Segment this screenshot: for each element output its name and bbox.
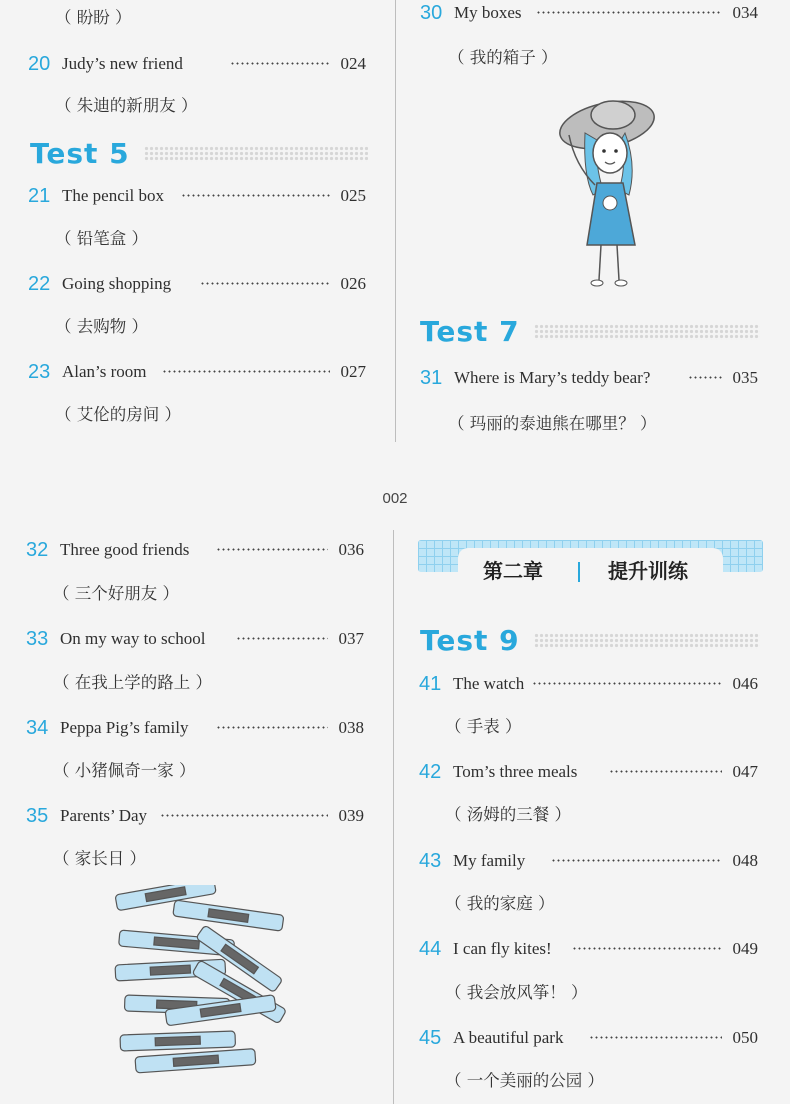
entry-title: I can fly kites!	[453, 939, 552, 958]
test-9-heading	[420, 624, 760, 660]
toc-entry-33-chinese: （ 在我上学的路上 ）	[53, 673, 212, 692]
toc-entry-44[interactable]	[419, 936, 758, 966]
leader-dots	[536, 11, 722, 14]
toc-entry-45-chinese: （ 一个美丽的公园 ）	[445, 1071, 604, 1090]
entry-number: 41	[419, 673, 442, 695]
test-5-heading	[30, 137, 368, 173]
crayons-pile-illustration	[105, 885, 310, 1085]
entry-number: 30	[420, 2, 443, 24]
entry-page: 035	[732, 368, 758, 387]
leader-dots	[572, 947, 722, 950]
toc-entry-42[interactable]	[419, 759, 758, 789]
leader-dots	[160, 814, 328, 817]
entry-title: Judy’s new friend	[62, 54, 183, 73]
entry-title: My family	[453, 851, 526, 870]
entry-number: 42	[419, 761, 442, 783]
toc-entry-20-chinese: （ 朱迪的新朋友 ）	[55, 96, 198, 115]
chapter-separator	[578, 562, 580, 582]
entry-page: 036	[338, 540, 364, 559]
toc-entry-31[interactable]	[420, 365, 758, 395]
toc-entry-43-chinese: （ 我的家庭 ）	[445, 894, 555, 913]
entry-page: 048	[732, 851, 758, 870]
entry-number: 34	[26, 717, 49, 739]
entry-number: 35	[26, 805, 49, 827]
entry-title: The watch	[453, 674, 525, 693]
chapter-number: 第二章	[483, 559, 543, 583]
leader-dots	[181, 194, 330, 197]
entry-page: 050	[732, 1028, 758, 1047]
entry-page: 027	[340, 362, 366, 381]
column-divider-bottom	[393, 530, 394, 1104]
toc-entry-23[interactable]	[28, 359, 366, 389]
entry-page: 026	[340, 274, 366, 293]
dot-pattern	[534, 324, 760, 340]
entry-title: Peppa Pig’s family	[60, 718, 189, 737]
entry-number: 21	[28, 185, 51, 207]
toc-entry-33[interactable]	[26, 626, 364, 656]
entry-page: 039	[338, 806, 364, 825]
toc-entry-43[interactable]	[419, 848, 758, 878]
entry-number: 33	[26, 628, 49, 650]
entry-page: 038	[338, 718, 364, 737]
leader-dots	[551, 859, 722, 862]
entry-page: 024	[340, 54, 366, 73]
entry-page: 046	[732, 674, 758, 693]
toc-entry-42-chinese: （ 汤姆的三餐 ）	[445, 805, 571, 824]
toc-entry-21-chinese: （ 铅笔盒 ）	[55, 229, 148, 248]
entry-number: 43	[419, 850, 442, 872]
entry-page: 049	[732, 939, 758, 958]
toc-entry-22-chinese: （ 去购物 ）	[55, 317, 148, 336]
toc-entry-30-chinese: （ 我的箱子 ）	[448, 48, 558, 67]
toc-entry-31-chinese: （ 玛丽的泰迪熊在哪里？ ）	[448, 414, 657, 433]
test-7-heading	[420, 315, 760, 351]
chapter-banner	[418, 540, 763, 600]
entry-page: 025	[340, 186, 366, 205]
page-number: 002	[382, 490, 408, 507]
entry-number: 22	[28, 273, 51, 295]
toc-entry-32-chinese: （ 三个好朋友 ）	[53, 584, 179, 603]
leader-dots	[162, 370, 330, 373]
toc-entry-30[interactable]	[420, 0, 758, 30]
entry-number: 31	[420, 367, 443, 389]
entry-number: 20	[28, 53, 51, 75]
leader-dots	[236, 637, 328, 640]
entry-title: Parents’ Day	[60, 806, 148, 825]
toc-entry-44-chinese: （ 我会放风筝！ ）	[445, 983, 588, 1002]
entry-title: My boxes	[454, 3, 522, 22]
entry-number: 44	[419, 938, 442, 960]
entry-title: A beautiful park	[453, 1028, 564, 1047]
toc-entry-22[interactable]	[28, 271, 366, 301]
test-label: Test 9	[420, 624, 520, 657]
leader-dots	[230, 62, 330, 65]
girl-with-hat-illustration	[555, 95, 665, 290]
test-label: Test 5	[30, 137, 130, 170]
leader-dots	[200, 282, 330, 285]
toc-entry-23-chinese: （ 艾伦的房间 ）	[55, 405, 181, 424]
toc-entry-34-chinese: （ 小猪佩奇一家 ）	[53, 761, 196, 780]
toc-entry-32[interactable]	[26, 537, 364, 567]
toc-entry-41-chinese: （ 手表 ）	[445, 717, 522, 736]
entry-page: 047	[732, 762, 758, 781]
leader-dots	[216, 726, 328, 729]
dot-pattern	[534, 633, 760, 649]
leader-dots	[609, 770, 722, 773]
entry-page: 037	[338, 629, 364, 648]
toc-entry-21[interactable]	[28, 183, 366, 213]
dot-pattern	[144, 146, 368, 162]
entry-number: 23	[28, 361, 51, 383]
entry-title: Going shopping	[62, 274, 172, 293]
toc-entry-20[interactable]	[28, 51, 366, 81]
entry-title: The pencil box	[62, 186, 164, 205]
entry-title: Where is Mary’s teddy bear?	[454, 368, 651, 387]
leader-dots	[216, 548, 328, 551]
leader-dots	[532, 682, 722, 685]
entry-title: Three good friends	[60, 540, 190, 559]
test-label: Test 7	[420, 315, 520, 348]
toc-entry-19-chinese: （ 盼盼 ）	[55, 8, 132, 27]
leader-dots	[589, 1036, 722, 1039]
entry-number: 32	[26, 539, 49, 561]
toc-entry-41[interactable]	[419, 671, 758, 701]
chapter-title: 提升训练	[608, 559, 688, 583]
toc-entry-35[interactable]	[26, 803, 364, 833]
toc-entry-45[interactable]	[419, 1025, 758, 1055]
entry-title: Tom’s three meals	[453, 762, 578, 781]
entry-number: 45	[419, 1027, 442, 1049]
column-divider-top	[395, 0, 396, 442]
entry-page: 034	[732, 3, 758, 22]
entry-title: On my way to school	[60, 629, 206, 648]
entry-title: Alan’s room	[62, 362, 147, 381]
toc-entry-34[interactable]	[26, 715, 364, 745]
toc-entry-35-chinese: （ 家长日 ）	[53, 849, 146, 868]
leader-dots	[688, 376, 722, 379]
